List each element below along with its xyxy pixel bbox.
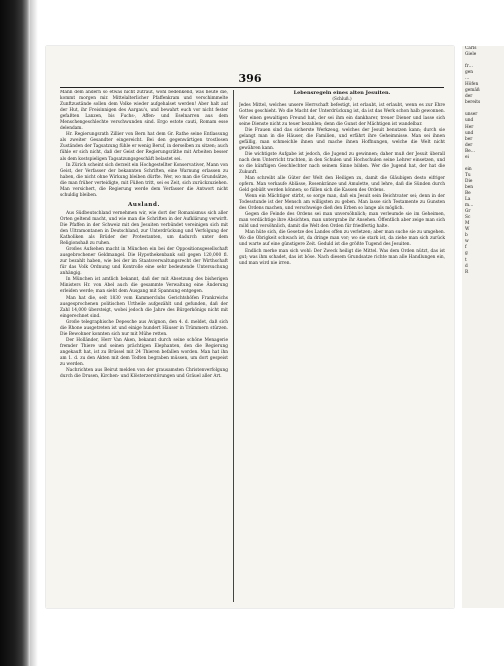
left-column — [60, 90, 228, 602]
next-page-line: der — [465, 142, 473, 148]
paragraph: Die wichtigste Aufgabe ist jedoch, die Jugend zu gewinnen; daher muß der Jesuit überall nach dem Unterricht trachten, in den Schulen und Hochschulen seine Lehrer einsetzen, und so die künftigen Geschlechter nach seinem Sinne bilden. Wer die Jugend hat, der hat die Zukunft. — [239, 151, 445, 175]
next-page-strip — [462, 46, 504, 608]
header-rule — [60, 87, 444, 88]
gutter-edge — [30, 0, 38, 666]
next-page-line: Carls — [465, 46, 477, 51]
section-title: Ausland. — [127, 201, 161, 208]
next-page-line: w — [465, 239, 469, 245]
next-page-line: W — [465, 227, 470, 233]
paragraph: Hr. Regierungsrath Zillier von Bern hat dem Gr. Rathe seine Entlassung als zweiter Gesandter eingereicht. Bei den gegenwärtigen trostlosen Zuständen der Tagsatzung fühle er wenig Beruf, in derselben zu sitzen; auch fühle er sich nicht, daß der Geist der Regierungsräthe mit Arbeiten besser als dem kostspieligen Tagsatzungsgeschäft belastet sei. — [60, 132, 228, 162]
next-page-line: R — [465, 269, 469, 275]
next-page-line: Be — [465, 190, 471, 196]
paragraph: Die Frauen sind das sicherste Werkzeug, welches der Jesuit benutzen kann; durch sie gelangt man in die Häuser, die Familien, und erfährt ihre Geheimnisse. Man sei ihnen gefällig, man schmeichle ihnen und mache ihnen Hoffnungen, welche die Welt nicht gewähren kann. — [239, 127, 445, 151]
paragraph: In Zürich scheint sich derzeit ein Hochgestellter Konservativer, Mann von Geist, der Verfasser der bekannten Schriften, eine Warnung erlassen zu haben, die nicht ohne Wirkung bleiben dürfte. Wer, wo man die Grundsätze, die man früher verteidigte, mit Füßen tritt, sei es Zeit, sich zurückzuziehen. Man versichert, die Regierung werde dem Verfasser die Antwort nicht schuldig bleiben. — [60, 162, 228, 198]
next-page-line: … — [465, 76, 470, 82]
next-page-line: M — [465, 221, 470, 227]
next-page-line: Tu — [465, 172, 471, 178]
next-page-line: t — [465, 257, 467, 263]
paragraph: In München ist amtlich bekannt, daß der mit Absetzung des bisherigen Ministers Hr. von Abel auch die gesammte Verwaltung eine Änderung erleiden werde; man sieht dem Ausgang mit Spannung entgegen. — [60, 277, 228, 295]
paragraph: Man schreibt alle Güter der Welt den Heiligen zu, damit die Gläubigen desto eifriger opfern. Man verkaufe Ablässe, Rosenkränze und Amulette, und lehre, daß die Sünden durch Geld gebüßt werden können; so füllen sich die Kassen des Ordens. — [239, 175, 445, 194]
next-page-line: Be… — [465, 148, 475, 154]
paragraph: Der Holländer, Herr Van Aken, bekannt durch seine schöne Menagerie fremder Thiere und seinen prächtigen Elephanten, den die Regierung angekauft hat, ist zu Brüssel mit 24 Thieren befallen worden. Man hat ihn am 1. d. zu den Akten mit dem Todten begraben müssen, um dort gespeist zu werden. — [60, 337, 228, 368]
next-page-line: Giele — [465, 52, 477, 58]
next-page-line: Höfen — [465, 82, 479, 88]
next-page-line: bereits — [465, 100, 481, 106]
next-page-line: Gr — [465, 209, 471, 215]
next-page-line: ei — [465, 154, 469, 160]
next-page-line: ben — [465, 184, 474, 190]
next-page-line: m… — [465, 203, 474, 209]
book-binding-shadow — [0, 0, 30, 666]
column-divider — [233, 90, 234, 602]
page-number: 396 — [238, 72, 262, 85]
next-page-line: und — [465, 118, 474, 124]
right-column — [239, 90, 445, 602]
paragraph: Gegen die Feinde des Ordens sei man unversöhnlich; man verleumde sie im Geheimen, man verdächtige ihre Absichten, man untergrabe ihr Ansehen. Öffentlich aber zeige man sich mild und versöhnlich, damit die Welt den Orden für friedfertig halte. — [239, 212, 445, 230]
next-page-line: ber — [465, 136, 473, 142]
next-page-line: g — [465, 251, 468, 257]
paragraph: Wenn ein Mächtiger stirbt, so sorge man, daß ein Jesuit sein Beichtvater sei; denn in der Todesstunde ist der Mensch am willigsten zu geben. Man lasse sich Testamente zu Gunsten des Ordens machen, und verschweige dieß den Erben so lange als möglich. — [239, 194, 445, 212]
paragraph: Man hat die, seit 1830 vom Kammerclubs Gerichtshöfen Frankreichs ausgesprochenen politischen Urtheile aufgezählt und gefunden, daß der Zahl 14,000 übersteigt, wobei jedoch die Jahre des Bürgerkönigs nicht mit eingerechnet sind. — [60, 295, 228, 319]
next-page-line: f — [465, 245, 467, 251]
next-page-line: Sc — [465, 215, 471, 221]
document-page — [46, 46, 454, 608]
next-page-line: gemäß — [465, 88, 480, 94]
next-page-line: der — [465, 94, 473, 100]
paragraph: Nachrichten aus Beirut melden von der grausamsten Christenverfolgung durch die Drusen, Kirchen- und Klösterzerstörungen und Gräuel aller Art. — [60, 368, 228, 380]
next-page-line: unser — [465, 112, 478, 118]
next-page-line: Die — [465, 178, 473, 184]
paragraph: Man hüte sich, die Gesetze des Landes offen zu verletzen; aber man suche sie zu umgehen. Wo die Obrigkeit schwach ist, da dringe man vor; wo sie stark ist, da ziehe man sich zurück und warte auf eine günstigere Zeit. Geduld ist die größte Tugend des Jesuiten. — [239, 230, 445, 248]
paragraph: Großes Aufsehen macht in München ein bei der Oppositionsgesellschaft ausgebrochener Geldmangel. Die Hypothekenbank soll gegen 120,000 fl. zur bezahlt haben, wie bei der im Staatsverwaltungsrecht der Wirthschaft für das Volk Ordnung und Kontrolle eine sehr bedeutende Untersuchung anhängig. — [60, 247, 228, 277]
next-page-line: Her — [465, 124, 474, 130]
next-page-line: d — [465, 263, 468, 269]
next-page-line: und — [465, 130, 474, 136]
article-title: Lebensregeln eines alten Jesuiten. — [293, 90, 391, 96]
next-page-line: ein — [465, 166, 472, 172]
paragraph: Jedes Mittel, welches unsere Herrschaft befestigt, ist erlaubt, ist erlaubt, wenn es zur Ehre Gottes geschieht. Wo die Macht der Unterdrückung ist, da ist das Werk schon halb gewonnen. Wer einen gewaltigen Freund hat, der sei ihm ein dankbarer, treuer Diener und lasse sich seine Dienste nicht zu teuer bezahlen; denn die Gunst der Mächtigen ist wandelbar. — [239, 103, 445, 127]
next-page-line: fr… — [465, 64, 473, 70]
paragraph: Große telegraphische Depesche aus Avignon, den 4. d. meldet, daß sich die Rhone ausgetreten ist und einige hundert Häuser in Trümmern stürzen. Die Bewohner konnten sich nur mit Mühe retten. — [60, 319, 228, 337]
paragraph: Endlich merke man sich wohl: Der Zweck heiligt die Mittel. Was dem Orden nützt, das ist gut; was ihm schadet, das ist böse. Nach diesem Grundsatze richte man alle Handlungen ein, und man wird nie irren. — [239, 248, 445, 266]
paragraph: Aus Südbeutschland vernehmen wir, wie dort der Romanismus sich aller Orten geltend macht, und wie man die Schriften in der Aufklärung verwirft. Die Pfaffen in der Schweiz mit den Jesuiten verbündet vereinigen sich mit den Ultramontanen in Deutschland, zur Unterdrückung und Verfolgung der Katholiken als Brüder der Protestanten, um dadurch unter dem Religionshaß zu ruhen. — [60, 210, 228, 247]
paragraph: Mann dem andern so etwas nicht zutraut, wohl bedenkend, was heute die, kommt morgen mir. Mittelalterlicher Pfaffenkram und verschimmelte Zunftzustände sollen dem Volke wieder aufgehalset werden! Aber halt auf der Hut, ihr Freisinnigen des Aargau's, und bewahrt euch vor nicht fester gefaßten Lanzen, bis Fuchs-, Affen- und Eselnarren aus dem Menschengeschlechte verschwunden sind. Ergo estote cauti, Romam esse delendam. — [60, 90, 228, 132]
next-page-line: gen — [465, 70, 474, 76]
next-page-line: b — [465, 233, 468, 239]
next-page-line: La — [465, 197, 471, 203]
article-subtitle: (Schluß.) — [332, 96, 352, 102]
